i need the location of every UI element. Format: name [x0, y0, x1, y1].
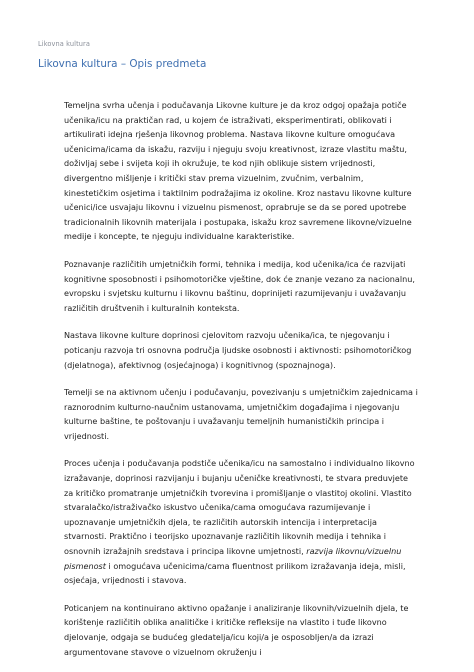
paragraph-5-text-end: i omogućava učenicima/cama fluentnost prilikom izražavanja ideja, misli, osjećaja, vrijednosti i stavova. [64, 560, 406, 586]
breadcrumb: Likovna kultura [38, 40, 90, 48]
paragraph-3: Nastava likovne kulture doprinosi cjelovitom razvoju učenika/ica, te njegovanju i poticanju razvoja tri osnovna područja ljudske osobnosti i aktivnosti: psihomotoričkog (djelatnoga), afektivnog (osjećajnoga) i kognitivnog (spoznajnoga). [64, 330, 412, 370]
paragraph-5-italic-phrase: razvija likovnu/vizuelnu pismenost [64, 546, 402, 571]
paragraph-5 [64, 456, 418, 587]
paragraph-6: Poticanjem na kontinuirano aktivno opažanje i analiziranje likovnih/vizuelnih djela, te korištenje različitih oblika analitičke i kritičke refleksije na vlastito i tuđe likovno djelovanje, odgaja se budućeg gledatelja/icu koji/a je osposobljen/a da izrazi argumentovane stavove o vizuelnom okruženju i [64, 602, 409, 657]
paragraph-1: Temeljna svrha učenja i podučavanja Likovne kulture je da kroz odgoj opažaja potiče učenika/icu na praktičan rad, u kojem će istraživati, eksperimentirati, oblikovati i artikulirati idejna rješenja likovnog problema. Nastava likovne kulture omogućava učenicima/icama da iskažu, razviju i njeguju svoju kreativnost, izraze vlastitu maštu, doživljaj sebe i svijeta koji ih okružuje, te kod njih oblikuje sistem vrijednosti, divergentno mišljenje i kritički stav prema vizuelnim, zvučnim, verbalnim, kinestetičkim osjetima i taktilnim podražajima iz okoline. Kroz nastavu likovne kulture učenici/ice usvajaju likovnu i vizuelnu pismenost, oprabruje se da se pored upotrebe tradicionalnih likovnih materijala i postupaka, iskažu kroz savremene likovne/vizuelne medije i koncepte, te njeguju individualne karakteristike. [64, 100, 412, 242]
paragraph-2: Poznavanje različitih umjetničkih formi, tehnika i medija, kod učenika/ica će razvijati kognitivne sposobnosti i psihomotoričke vještine, dok će znanje vezano za nacionalnu, evropsku i svjetsku kulturnu i likovnu baštinu, doprinijeti razumijevanju i uvažavanju različitih društvenih i kulturalnih konteksta. [64, 258, 415, 313]
paragraph-4: Temelji se na aktivnom učenju i podučavanju, povezivanju s umjetničkim zajednicama i raznorodnim kulturno-naučnim ustanovama, umjetničkim događajima i njegovanju kulturne baštine, te poštovanju i uvažavanju temeljnih humanističkih principa i vrijednosti. [64, 387, 418, 441]
paragraph-5-text-start: Proces učenja i podučavanja podstiče učenika/icu na samostalno i individualno likovno izražavanje, doprinosi razvijanju i bujanju učeničke kreativnosti, te stvara preduvjete za kritičko promatranje umjetničkih tvorevina i promišljanje o vlastitoj okolini. Vlastito stvaralačko/istraživačko iskustvo učenika/cama omogućava razumijevanje i upoznavanje umjetničkih djela, te različitih autorskih intencija i interpretacija stvarnosti. Praktično i teorijsko upoznavanje različitih likovnih medija i tehnika i osnovnih izražajnih sredstava i principa likovne umjetnosti, [64, 458, 415, 557]
page-title: Likovna kultura – Opis predmeta [38, 58, 207, 70]
document-body [64, 98, 418, 672]
